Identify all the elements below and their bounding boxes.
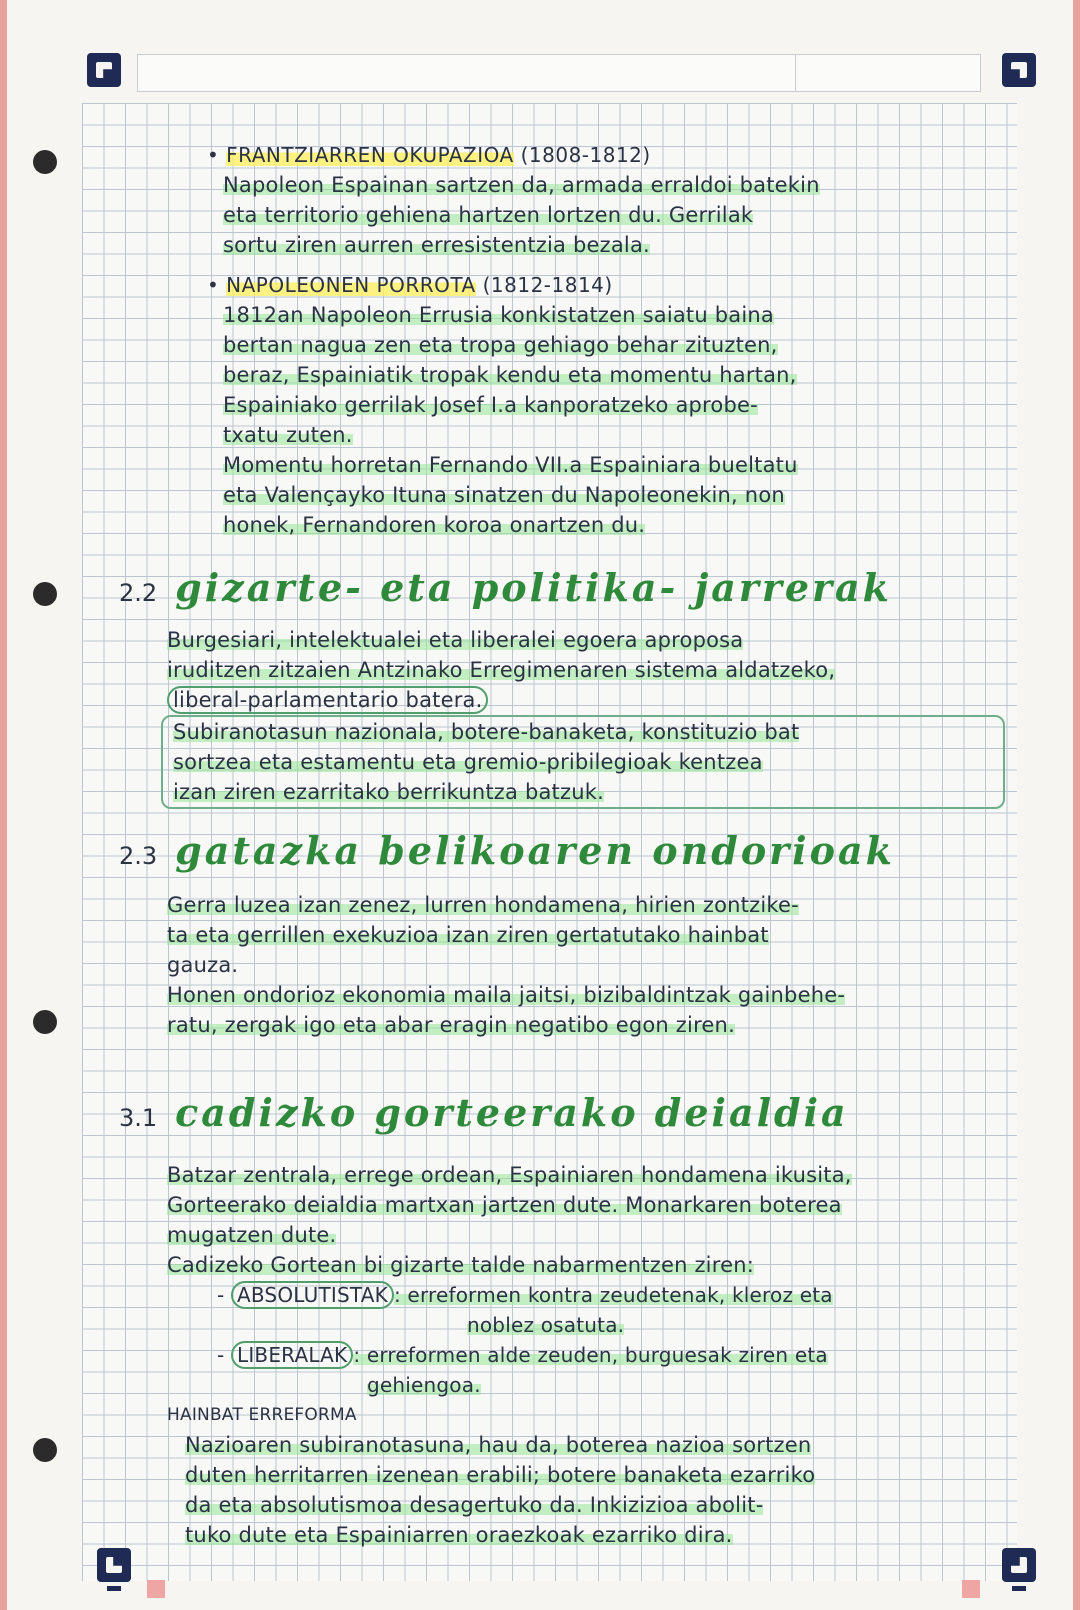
section-3-1-text: Batzar zentrala, errege ordean, Espainiaren hondamena ikusita, Gorteerako deialdia martxan jartzen dute. Monarkaren boterea mugatzen dute. Cadizeko Gortean bi gizarte talde nabarmentzen ziren: - ABSOLUTISTAK : erreformen kontra zeudetenak, kleroz eta noblez osatuta. - LIBERALAK : erreformen alde zeuden, burguesak ziren eta gehiengoa. xyxy=(167,1163,852,1397)
corner-mark-icon xyxy=(97,1548,131,1582)
p22-line: iruditzen zitzaien Antzinako Erregimenaren sistema aldatzeko, xyxy=(167,658,836,682)
p22-line: Burgesiari, intelektualei eta liberalei egoera aproposa xyxy=(167,628,744,652)
pink-marker xyxy=(147,1580,165,1598)
p23-line: ratu, zergak igo eta abar eragin negatibo egon ziren. xyxy=(167,1013,735,1037)
liberalak-label: LIBERALAK xyxy=(231,1341,353,1369)
reforms-title: HAINBAT ERREFORMA xyxy=(167,1405,357,1425)
absolutistak-text: : erreformen kontra zeudetenak, kleroz eta xyxy=(393,1283,833,1307)
heading-title: cadizko gorteerako deialdia xyxy=(175,1090,849,1135)
header-divider xyxy=(795,55,796,91)
p22-boxed xyxy=(161,715,1005,809)
section-2-3-text xyxy=(167,890,845,1040)
binder-hole-icon xyxy=(33,1010,57,1034)
heading-2-3 xyxy=(119,828,895,873)
p23-line: Honen ondorioz ekonomia maila jaitsi, bizibaldintzak gainbehe- xyxy=(167,983,846,1007)
porrota-line: Momentu horretan Fernando VII.a Espainiara bueltatu xyxy=(223,453,798,477)
reforms-line: duten herritarren izenean erabili; botere banaketa ezarriko xyxy=(185,1463,816,1487)
p31-line: Cadizeko Gortean bi gizarte talde nabarmentzen ziren: xyxy=(167,1253,754,1277)
porrota-line: honek, Fernandoren koroa onartzen du. xyxy=(223,513,646,537)
section-reforms xyxy=(167,1400,815,1550)
p31-line: Batzar zentrala, errege ordean, Espainiaren hondamena ikusita, xyxy=(167,1163,852,1187)
binder-hole-icon xyxy=(33,582,57,606)
porrota-line: eta Valençayko Ituna sinatzen du Napoleonekin, non xyxy=(223,483,785,507)
p31-line: mugatzen dute. xyxy=(167,1223,337,1247)
reforms-line: da eta absolutismoa desagertuko da. Inkizizioa abolit- xyxy=(185,1493,764,1517)
absolutistak-text-2: noblez osatuta. xyxy=(467,1313,625,1337)
p22-line: liberal-parlamentario batera. xyxy=(167,686,488,714)
absolutistak-label: ABSOLUTISTAK xyxy=(231,1281,394,1309)
section-2-2-text xyxy=(167,625,1005,809)
okupazioa-title: FRANTZIARREN OKUPAZIOA xyxy=(226,143,514,167)
header-box xyxy=(137,54,981,92)
porrota-line: Espainiako gerrilak Josef I.a kanporatzeko aprobe- xyxy=(223,393,758,417)
heading-title: gizarte- eta politika- jarrerak xyxy=(175,565,892,610)
porrota-line: txatu zuten. xyxy=(223,423,353,447)
p22-boxed-line: sortzea eta estamentu eta gremio-pribilegioak kentzea xyxy=(173,750,763,774)
corner-mark-icon xyxy=(1002,1548,1036,1582)
okupazioa-dates: (1808-1812) xyxy=(520,143,651,167)
p23-line: ta eta gerrillen exekuzioa izan ziren gertatutako hainbat xyxy=(167,923,769,947)
pink-marker xyxy=(962,1580,980,1598)
reforms-line: tuko dute eta Espainiarren oraezkoak ezarriko dira. xyxy=(185,1523,733,1547)
p22-boxed-line: izan ziren ezarritako berrikuntza batzuk. xyxy=(173,780,604,804)
heading-title: gatazka belikoaren ondorioak xyxy=(175,828,895,873)
corner-tab xyxy=(1012,1586,1026,1591)
section-porrota: • NAPOLEONEN PORROTA (1812-1814) 1812an Napoleon Errusia konkistatzen saiatu baina bertan nagua zen eta tropa gehiago behar zituzten, beraz, Espainiatik tropak kendu eta momentu hartan, Espainiako gerrilak Josef I.a kanporatzeko aprobe- txatu zuten. Momentu horretan Fernando VII.a Espainiara bueltatu eta Valençayko Ituna sinatzen du Napoleonekin, non honek, Fernandoren koroa onartzen du. xyxy=(207,273,798,537)
corner-tab xyxy=(107,1586,121,1591)
corner-mark-icon xyxy=(1002,53,1036,87)
porrota-dates: (1812-1814) xyxy=(482,273,613,297)
okupazioa-line: Napoleon Espainan sartzen da, armada erraldoi batekin xyxy=(223,173,820,197)
liberalak-text-2: gehiengoa. xyxy=(367,1373,481,1397)
section-okupazioa: • FRANTZIARREN OKUPAZIOA (1808-1812) Napoleon Espainan sartzen da, armada erraldoi batekin eta territorio gehiena hartzen lortzen du. Gerrilak sortu ziren aurren erresistentzia bezala. xyxy=(207,143,820,257)
porrota-line: 1812an Napoleon Errusia konkistatzen saiatu baina xyxy=(223,303,774,327)
heading-number: 3.1 xyxy=(119,1104,158,1132)
porrota-line: beraz, Espainiatik tropak kendu eta momentu hartan, xyxy=(223,363,797,387)
corner-mark-icon xyxy=(87,53,121,87)
p31-line: Gorteerako deialdia martxan jartzen dute. Monarkaren boterea xyxy=(167,1193,842,1217)
heading-number: 2.2 xyxy=(119,579,158,607)
okupazioa-line: eta territorio gehiena hartzen lortzen du. Gerrilak xyxy=(223,203,754,227)
okupazioa-line: sortu ziren aurren erresistentzia bezala. xyxy=(223,233,650,257)
porrota-line: bertan nagua zen eta tropa gehiago behar zituzten, xyxy=(223,333,778,357)
porrota-title: NAPOLEONEN PORROTA xyxy=(226,273,476,297)
p23-line: Gerra luzea izan zenez, lurren hondamena, hirien zontzike- xyxy=(167,893,799,917)
liberalak-text: : erreformen alde zeuden, burguesak ziren eta xyxy=(353,1343,828,1367)
heading-3-1 xyxy=(119,1090,849,1135)
p23-line: gauza. xyxy=(167,953,239,977)
heading-2-2 xyxy=(119,565,892,610)
p22-boxed-line: Subiranotasun nazionala, botere-banaketa, konstituzio bat xyxy=(173,720,800,744)
binder-hole-icon xyxy=(33,150,57,174)
reforms-line: Nazioaren subiranotasuna, hau da, boterea nazioa sortzen xyxy=(185,1433,812,1457)
heading-number: 2.3 xyxy=(119,842,158,870)
binder-hole-icon xyxy=(33,1438,57,1462)
